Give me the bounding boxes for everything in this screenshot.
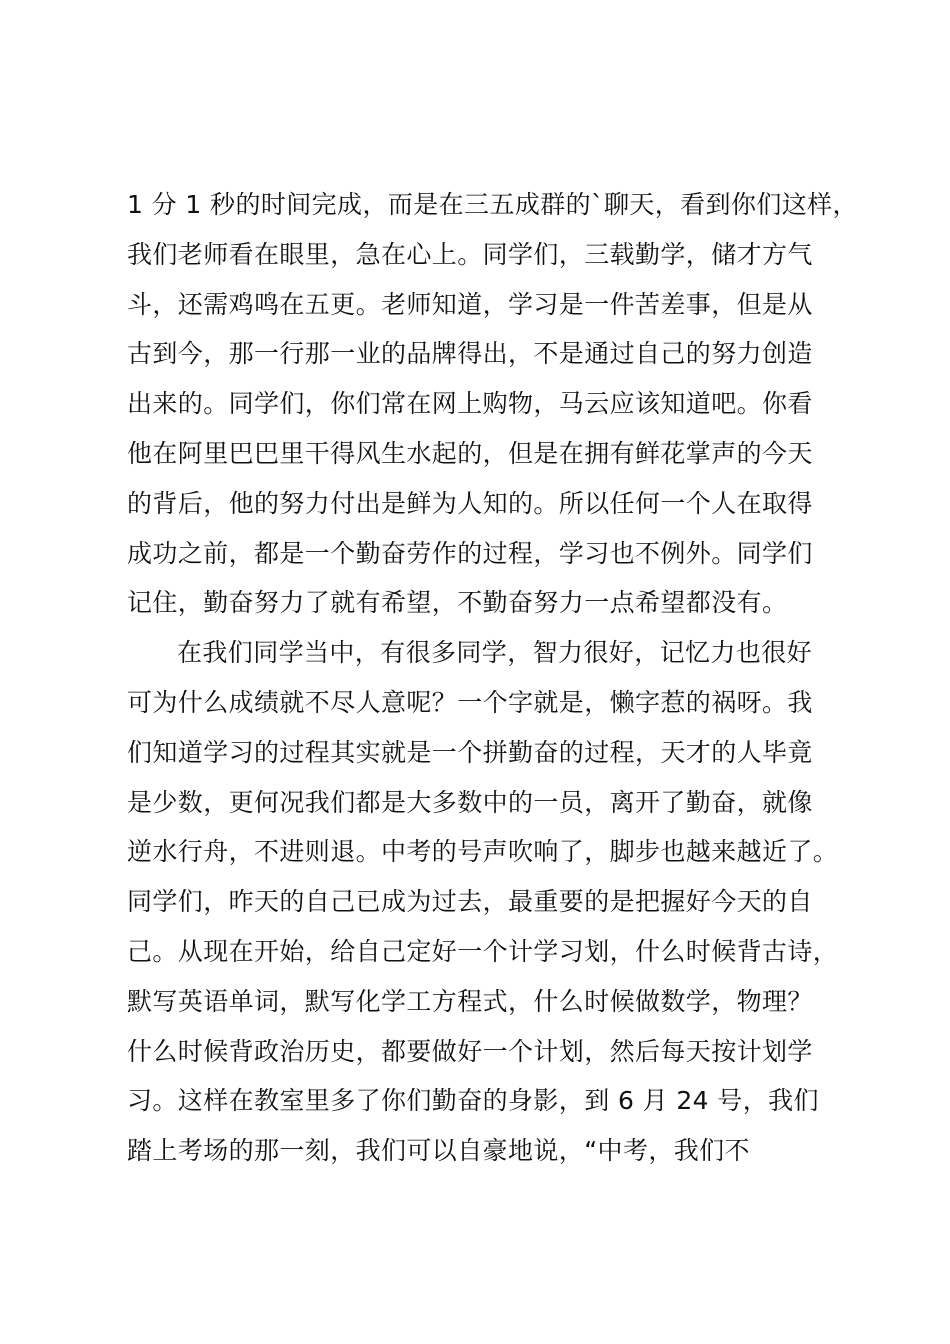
text-line: 们知道学习的过程其实就是一个拼勤奋的过程，天才的人毕竟 — [127, 737, 813, 767]
text-line: 1 分 1 秒的时间完成，而是在三五成群的`聊天，看到你们这样， — [127, 190, 858, 219]
text-line: 默写英语单词，默写化学工方程式，什么时候做数学，物理？ — [127, 986, 813, 1016]
text-line: 逆水行舟，不进则退。中考的号声吹响了，脚步也越来越近了。 — [127, 837, 839, 867]
text-line: 我们老师看在眼里，急在心上。同学们，三载勤学，储才方气 — [127, 239, 813, 269]
text-line: 斗，还需鸡鸣在五更。老师知道，学习是一件苦差事，但是从 — [127, 289, 813, 319]
text-line: 古到今，那一行那一业的品牌得出，不是通过自己的努力创造 — [127, 339, 813, 369]
text-line: 的背后，他的努力付出是鲜为人知的。所以任何一个人在取得 — [127, 488, 813, 518]
text-line: 出来的。同学们，你们常在网上购物，马云应该知道吧。你看 — [127, 389, 813, 419]
text-line: 什么时候背政治历史，都要做好一个计划，然后每天按计划学 — [127, 1036, 813, 1066]
text-line: 是少数，更何况我们都是大多数中的一员，离开了勤奋，就像 — [127, 787, 813, 817]
text-line: 记住，勤奋努力了就有希望，不勤奋努力一点希望都没有。 — [127, 588, 788, 618]
text-line: 踏上考场的那一刻，我们可以自豪地说，“中考，我们不 — [127, 1136, 750, 1166]
body-text — [127, 180, 867, 1176]
text-line: 己。从现在开始，给自己定好一个计学习划，什么时候背古诗， — [127, 936, 839, 966]
text-line: 习。这样在教室里多了你们勤奋的身影，到 6 月 24 号，我们 — [127, 1086, 819, 1116]
paragraph-first-line: 在我们同学当中，有很多同学，智力很好，记忆力也很好 — [177, 638, 813, 668]
text-line: 成功之前，都是一个勤奋劳作的过程，学习也不例外。同学们 — [127, 538, 813, 568]
text-line: 可为什么成绩就不尽人意呢？一个字就是，懒字惹的祸呀。我 — [127, 687, 813, 717]
text-line: 同学们，昨天的自己已成为过去，最重要的是把握好今天的自 — [127, 887, 813, 917]
text-line: 他在阿里巴巴里干得风生水起的，但是在拥有鲜花掌声的今天 — [127, 438, 813, 468]
